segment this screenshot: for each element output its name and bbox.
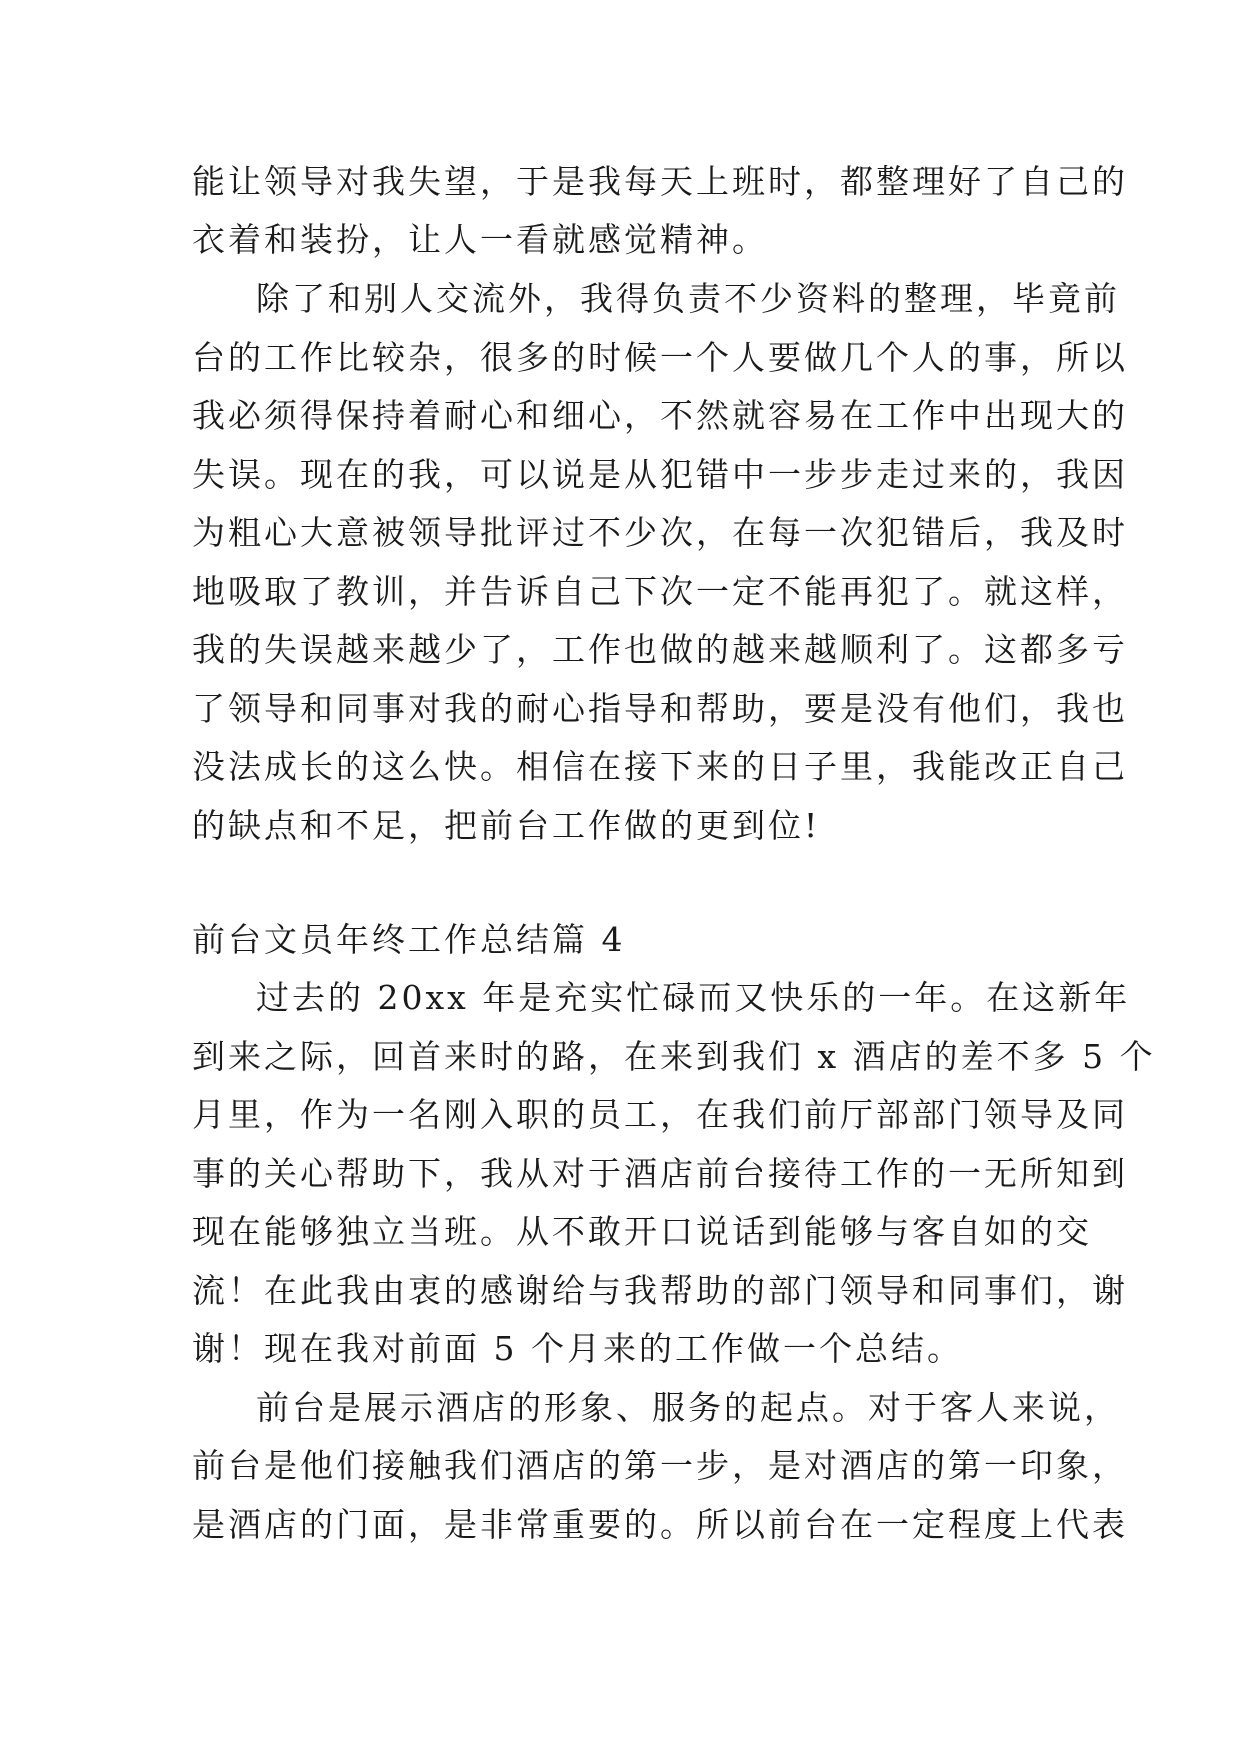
paragraph-line: 前台是他们接触我们酒店的第一步，是对酒店的第一印象， bbox=[192, 1446, 1128, 1485]
paragraph-line: 没法成长的这么快。相信在接下来的日子里，我能改正自己 bbox=[192, 747, 1128, 786]
paragraph-line: 为粗心大意被领导批评过不少次，在每一次犯错后，我及时 bbox=[192, 513, 1128, 552]
paragraph-line: 了领导和同事对我的耐心指导和帮助，要是没有他们，我也 bbox=[192, 689, 1128, 728]
paragraph-line: 过去的 20xx 年是充实忙碌而又快乐的一年。在这新年 bbox=[256, 978, 1131, 1017]
paragraph-line: 我必须得保持着耐心和细心，不然就容易在工作中出现大的 bbox=[192, 396, 1128, 435]
paragraph-line: 除了和别人交流外，我得负责不少资料的整理，毕竟前 bbox=[256, 279, 1120, 318]
paragraph-line: 失误。现在的我，可以说是从犯错中一步步走过来的，我因 bbox=[192, 455, 1128, 494]
paragraph-line: 流！在此我由衷的感谢给与我帮助的部门领导和同事们，谢 bbox=[192, 1271, 1128, 1310]
paragraph-line: 是酒店的门面，是非常重要的。所以前台在一定程度上代表 bbox=[192, 1505, 1128, 1544]
paragraph-line: 台的工作比较杂，很多的时候一个人要做几个人的事，所以 bbox=[192, 338, 1128, 377]
paragraph-line: 地吸取了教训，并告诉自己下次一定不能再犯了。就这样， bbox=[192, 572, 1128, 611]
paragraph-line: 能让领导对我失望，于是我每天上班时，都整理好了自己的 bbox=[192, 162, 1128, 201]
paragraph-line: 月里，作为一名刚入职的员工，在我们前厅部部门领导及同 bbox=[192, 1095, 1128, 1134]
paragraph-line: 前台是展示酒店的形象、服务的起点。对于客人来说， bbox=[256, 1388, 1120, 1427]
paragraph-line: 衣着和装扮，让人一看就感觉精神。 bbox=[192, 220, 768, 259]
paragraph-line: 现在能够独立当班。从不敢开口说话到能够与客自如的交 bbox=[192, 1212, 1092, 1251]
paragraph-line: 的缺点和不足，把前台工作做的更到位! bbox=[192, 806, 821, 845]
section-heading: 前台文员年终工作总结篇 4 bbox=[192, 920, 626, 959]
paragraph-line: 到来之际，回首来时的路，在来到我们 x 酒店的差不多 5 个 bbox=[192, 1037, 1156, 1076]
paragraph-line: 事的关心帮助下，我从对于酒店前台接待工作的一无所知到 bbox=[192, 1154, 1128, 1193]
paragraph-line: 我的失误越来越少了，工作也做的越来越顺利了。这都多亏 bbox=[192, 630, 1128, 669]
paragraph-line: 谢！现在我对前面 5 个月来的工作做一个总结。 bbox=[192, 1329, 963, 1368]
